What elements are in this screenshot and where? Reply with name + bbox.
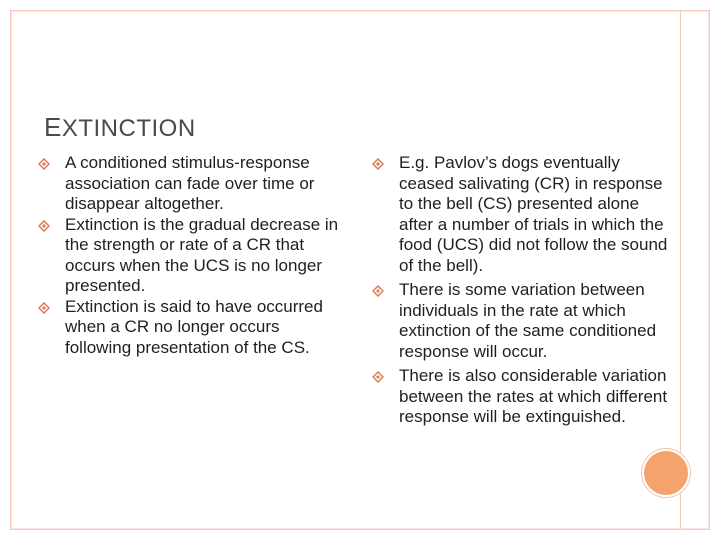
list-item bbox=[38, 297, 348, 359]
left-bullet-list bbox=[38, 153, 348, 358]
slide-side-line bbox=[680, 10, 681, 530]
bullet-icon bbox=[372, 280, 385, 300]
bullet-icon bbox=[372, 366, 385, 386]
slide-title bbox=[44, 112, 196, 143]
list-item bbox=[372, 153, 672, 276]
bullet-text: A conditioned stimulus-response association can fade over time or disappear altogether. bbox=[65, 153, 315, 213]
bullet-icon bbox=[38, 215, 51, 235]
bullet-icon bbox=[38, 297, 51, 317]
bullet-text: There is some variation between individuals in the rate at which extinction of the same conditioned response will occur. bbox=[399, 280, 657, 361]
bullet-icon bbox=[372, 153, 385, 173]
title-first-letter: E bbox=[44, 112, 62, 142]
list-item bbox=[38, 215, 348, 297]
list-item bbox=[38, 153, 348, 215]
list-item bbox=[372, 366, 672, 428]
bullet-text: Extinction is the gradual decrease in the strength or rate of a CR that occurs when the UCS is no longer presented. bbox=[65, 214, 339, 295]
bullet-text: E.g. Pavlov’s dogs eventually ceased salivating (CR) in response to the bell (CS) presented alone after a number of trials in which the food (UCS) did not follow the sound of the bell). bbox=[399, 153, 668, 275]
list-item bbox=[372, 280, 672, 362]
bullet-text: Extinction is said to have occurred when a CR no longer occurs following presentation of the CS. bbox=[65, 296, 323, 357]
bullet-text: There is also considerable variation between the rates at which different response will be extinguished. bbox=[399, 366, 668, 426]
bullet-icon bbox=[38, 153, 51, 173]
title-rest: XTINCTION bbox=[61, 115, 196, 142]
right-bullet-list bbox=[372, 153, 672, 428]
decorative-circle bbox=[642, 449, 690, 497]
